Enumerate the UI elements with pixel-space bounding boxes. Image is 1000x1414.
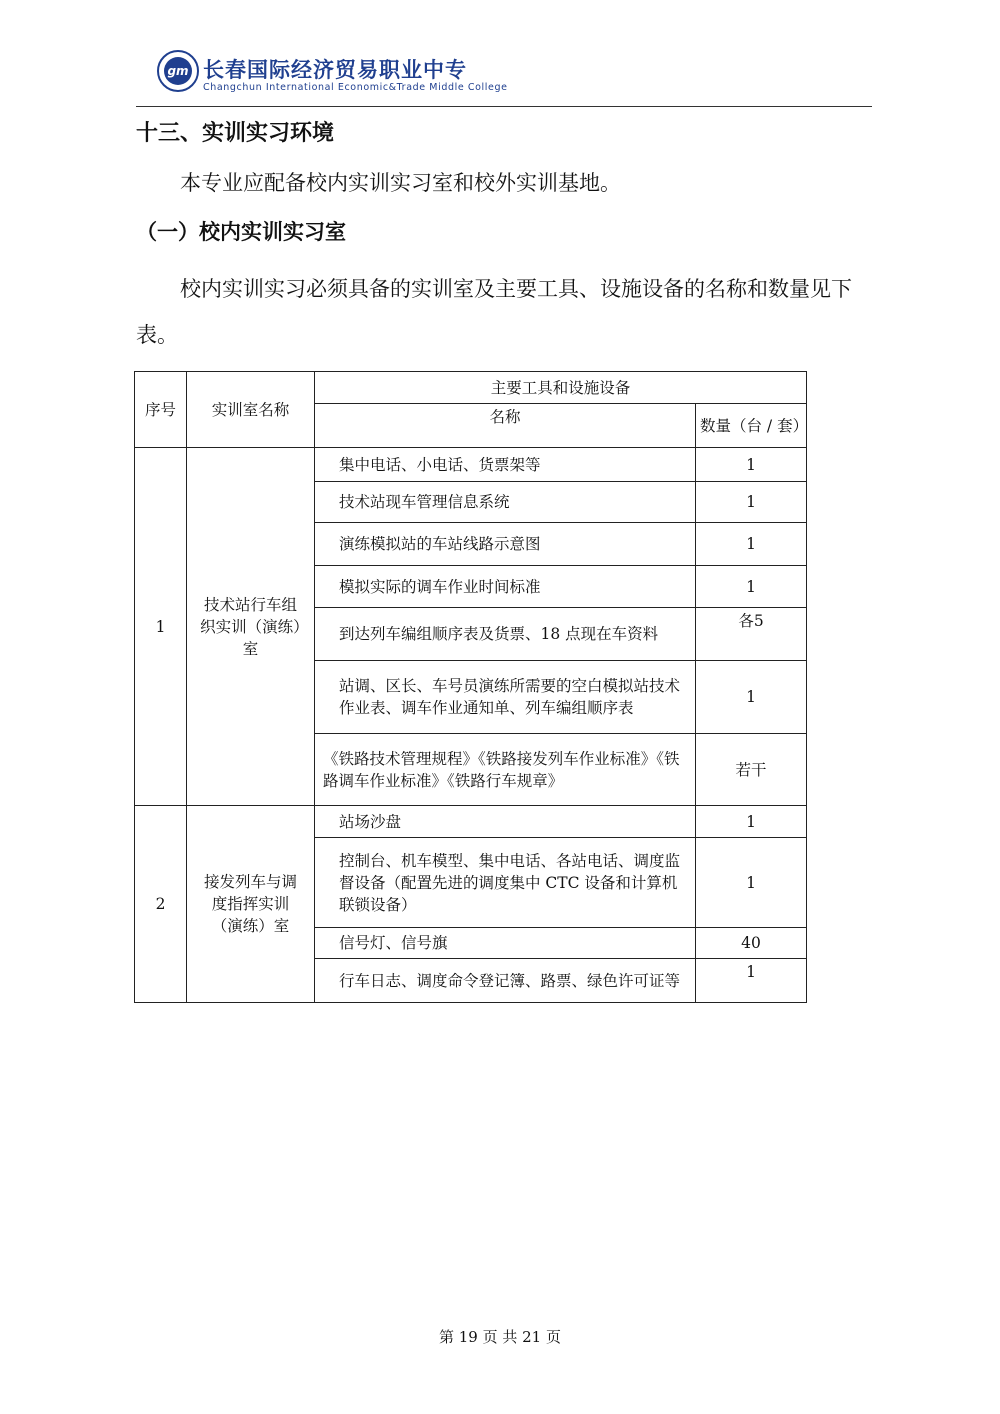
table-row [135,806,807,838]
item-name: 站调、区长、车号员演练所需要的空白模拟站技术作业表、调车作业通知单、列车编组顺序表 [315,661,696,734]
header-divider [136,106,872,107]
item-qty: 1 [696,448,807,482]
table-row [135,448,807,482]
item-qty: 若干 [696,734,807,806]
item-name: 到达列车编组顺序表及货票、18 点现在车资料 [315,608,696,661]
item-qty: 1 [696,838,807,928]
item-qty: 1 [696,482,807,523]
table-intro-paragraph: 校内实训实习必须具备的实训室及主要工具、设施设备的名称和数量见下表。 [136,277,852,347]
school-name-cn: 长春国际经济贸易职业中专 [203,58,467,82]
header-no: 序号 [135,372,187,448]
section-title: 十三、实训实习环境 [136,121,335,146]
item-qty: 1 [696,661,807,734]
subsection-title: （一）校内实训实习室 [136,220,346,244]
item-name: 行车日志、调度命令登记簿、路票、绿色许可证等 [315,959,696,1003]
item-name: 控制台、机车模型、集中电话、各站电话、调度监督设备（配置先进的调度集中 CTC 设备和计算机联锁设备） [315,838,696,928]
item-qty: 1 [696,959,807,1003]
item-name: 集中电话、小电话、货票架等 [315,448,696,482]
item-qty: 各5 [696,608,807,661]
equipment-table [134,371,807,1003]
page-footer: 第 19 页 共 21 页 [438,1328,561,1346]
header-qty: 数量（台 / 套） [696,404,807,448]
item-name: 《铁路技术管理规程》《铁路接发列车作业标准》《铁路调车作业标准》《铁路行车规章》 [315,734,696,806]
header-group: 主要工具和设施设备 [315,372,807,404]
logo-mark: gm [164,57,192,85]
item-qty: 40 [696,928,807,959]
item-name: 信号灯、信号旗 [315,928,696,959]
item-qty: 1 [696,566,807,608]
intro-paragraph: 本专业应配备校内实训实习室和校外实训基地。 [180,171,621,195]
item-name: 模拟实际的调车作业时间标准 [315,566,696,608]
item-name: 技术站现车管理信息系统 [315,482,696,523]
header-name: 名称 [315,404,696,448]
page-header [157,50,872,106]
school-logo [157,50,199,92]
school-name-en: Changchun International Economic&Trade Middle College [203,82,508,93]
header-room: 实训室名称 [187,372,315,448]
item-qty: 1 [696,806,807,838]
room-no: 1 [135,448,187,806]
room-name: 技术站行车组织实训（演练）室 [187,448,315,806]
room-no: 2 [135,806,187,1003]
item-name: 站场沙盘 [315,806,696,838]
item-qty: 1 [696,523,807,566]
item-name: 演练模拟站的车站线路示意图 [315,523,696,566]
room-name: 接发列车与调度指挥实训（演练）室 [187,806,315,1003]
